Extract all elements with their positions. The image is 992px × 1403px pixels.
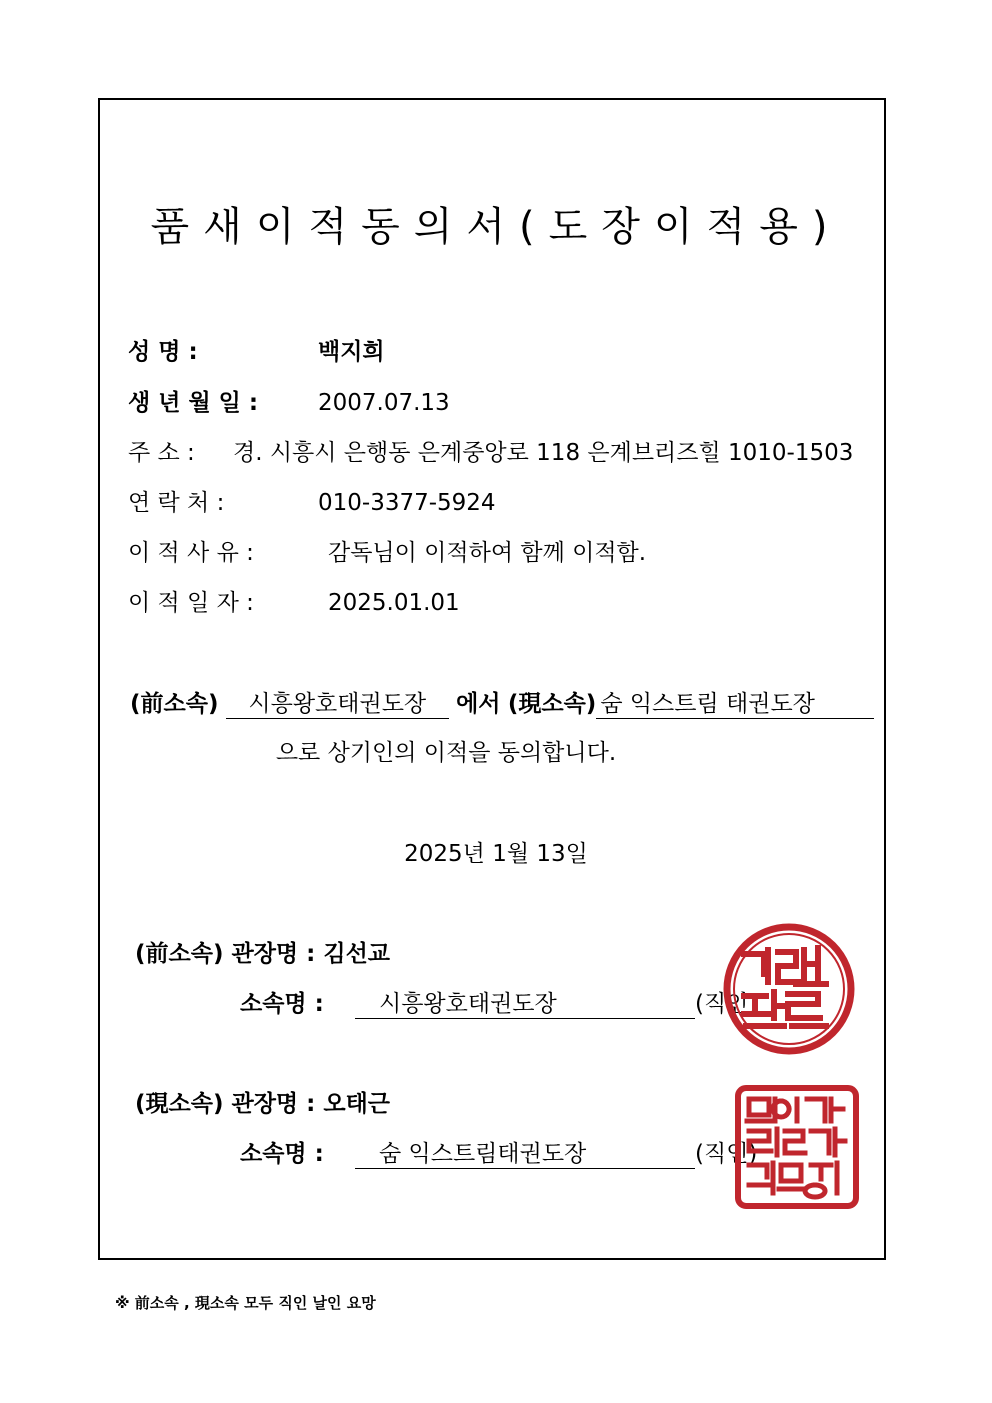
curr-owner-row [135, 1085, 390, 1118]
prev-gym-name: 시흥왕호태권도장 [226, 685, 449, 719]
curr-owner-name: 오태근 [323, 1091, 391, 1117]
curr-affiliation-tag: (現소속) [507, 691, 597, 717]
name-label: 성 명 : [128, 339, 198, 365]
reason-value: 감독님이 이적하여 함께 이적함. [328, 540, 647, 566]
prev-owner-name: 김선교 [323, 941, 391, 967]
prev-seal-stamp [722, 922, 856, 1056]
footnote: ※ 前소속 , 現소속 모두 직인 날인 요망 [115, 1294, 376, 1312]
prev-gym-label: 소속명 : [240, 991, 324, 1017]
birth-value: 2007.07.13 [318, 390, 450, 416]
name-row [128, 333, 385, 366]
address-row [128, 434, 853, 467]
prev-gym-row [240, 985, 757, 1019]
birth-label: 생 년 월 일 : [128, 390, 259, 416]
prev-owner-row [135, 935, 390, 968]
curr-gym-row [240, 1135, 757, 1169]
curr-gym-name: 숨 익스트림 태권도장 [596, 685, 874, 719]
date-row [128, 584, 460, 617]
birth-row [128, 384, 450, 417]
contact-row [128, 484, 496, 517]
curr-gym-value: 숨 익스트림태권도장 [355, 1135, 695, 1169]
contact-value: 010-3377-5924 [318, 490, 496, 516]
date-value: 2025.01.01 [328, 590, 460, 616]
curr-gym-label: 소속명 : [240, 1141, 324, 1167]
name-value: 백지희 [318, 339, 385, 365]
curr-seal-stamp [735, 1085, 859, 1209]
curr-tag: (現소속) [135, 1091, 224, 1117]
prev-tag: (前소속) [135, 941, 224, 967]
transfer-line [130, 685, 874, 719]
prev-affiliation-tag: (前소속) [130, 691, 219, 717]
document-title: 품새이적동의서(도장이적용) [150, 204, 842, 250]
curr-owner-label: 관장명 : [231, 1091, 316, 1117]
reason-row [128, 534, 646, 567]
contact-label: 연 락 처 : [128, 490, 225, 516]
date-label: 이 적 일 자 : [128, 590, 254, 616]
signed-date: 2025년 1월 13일 [404, 841, 588, 867]
prev-gym-value: 시흥왕호태권도장 [355, 985, 695, 1019]
address-label: 주 소 : [128, 440, 195, 466]
consent-text: 으로 상기인의 이적을 동의합니다. [275, 740, 617, 766]
prev-owner-label: 관장명 : [231, 941, 316, 967]
curr-seal-mark: (직인) [695, 1141, 758, 1167]
reason-label: 이 적 사 유 : [128, 540, 254, 566]
prev-seal-mark: (직인) [695, 991, 758, 1017]
address-value: 경. 시흥시 은행동 은계중앙로 118 은계브리즈힐 1010-1503 [233, 440, 854, 466]
from-text: 에서 [456, 691, 501, 717]
